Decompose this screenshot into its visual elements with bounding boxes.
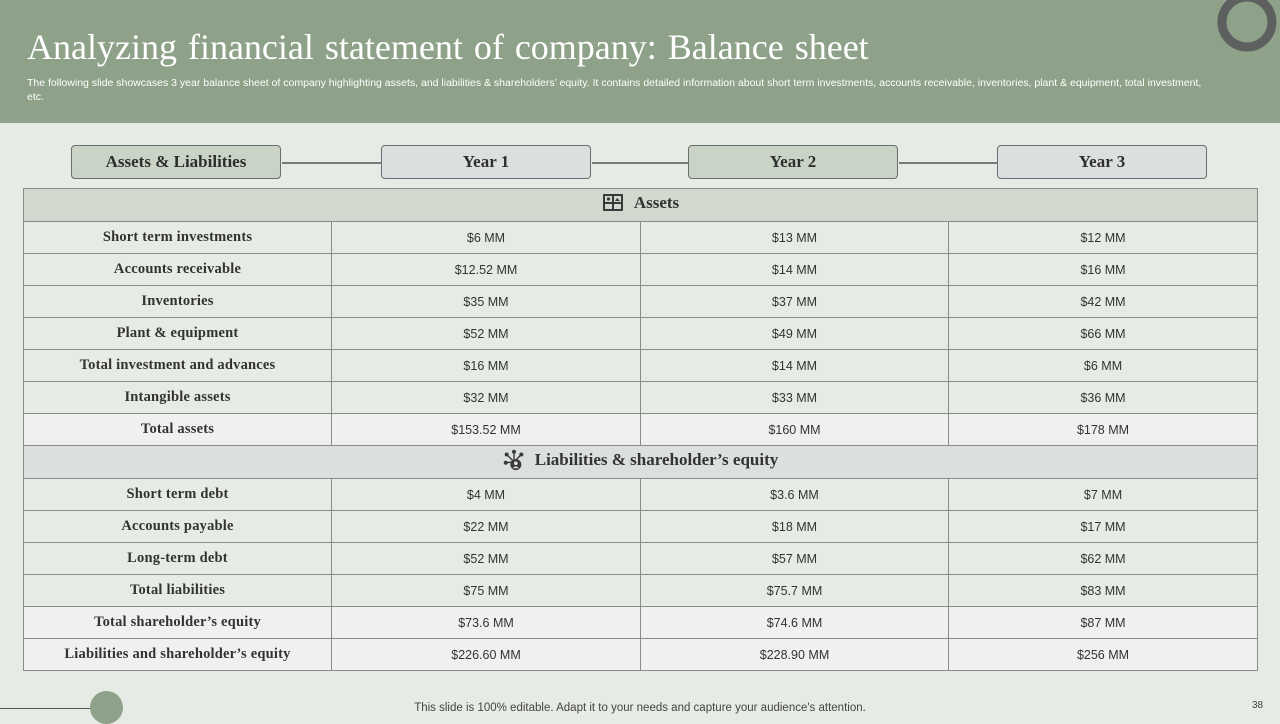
decorative-ring-icon: [1215, 0, 1279, 54]
cell-year-1: $73.6 MM: [332, 607, 641, 639]
section-header-assets: [24, 189, 1258, 222]
row-label: Plant & equipment: [24, 318, 332, 350]
cell-year-1: $52 MM: [332, 543, 641, 575]
cell-year-2: $160 MM: [641, 414, 949, 446]
cell-year-3: $66 MM: [949, 318, 1258, 350]
cell-year-3: $62 MM: [949, 543, 1258, 575]
cell-year-2: $3.6 MM: [641, 479, 949, 511]
cell-year-2: $37 MM: [641, 286, 949, 318]
pill-connector: [282, 162, 382, 164]
row-label: Total liabilities: [24, 575, 332, 607]
cell-year-3: $17 MM: [949, 511, 1258, 543]
column-header-assets-liabilities: Assets & Liabilities: [71, 145, 281, 179]
table-row: [24, 254, 1258, 286]
cell-year-1: $32 MM: [332, 382, 641, 414]
row-label: Total assets: [24, 414, 332, 446]
cell-year-1: $35 MM: [332, 286, 641, 318]
column-header-year-1: Year 1: [381, 145, 591, 179]
table-row: [24, 286, 1258, 318]
row-label: Accounts receivable: [24, 254, 332, 286]
cell-year-3: $7 MM: [949, 479, 1258, 511]
table-row: [24, 543, 1258, 575]
table-row: [24, 479, 1258, 511]
assets-icon: [602, 192, 624, 214]
cell-year-3: $83 MM: [949, 575, 1258, 607]
cell-year-3: $87 MM: [949, 607, 1258, 639]
cell-year-1: $52 MM: [332, 318, 641, 350]
cell-year-3: $6 MM: [949, 350, 1258, 382]
cell-year-2: $14 MM: [641, 350, 949, 382]
row-label: Short term debt: [24, 479, 332, 511]
table-row: [24, 575, 1258, 607]
cell-year-2: $14 MM: [641, 254, 949, 286]
cell-year-1: $6 MM: [332, 222, 641, 254]
cell-year-3: $16 MM: [949, 254, 1258, 286]
cell-year-3: $12 MM: [949, 222, 1258, 254]
header-band: [0, 0, 1280, 123]
network-user-icon: [503, 449, 525, 471]
page-number: 38: [1252, 700, 1264, 711]
section-title-assets: Assets: [633, 192, 680, 212]
pill-connector: [592, 162, 689, 164]
cell-year-3: $256 MM: [949, 639, 1258, 671]
cell-year-1: $16 MM: [332, 350, 641, 382]
cell-year-2: $13 MM: [641, 222, 949, 254]
balance-sheet-table: [23, 188, 1258, 671]
row-label: Total shareholder’s equity: [24, 607, 332, 639]
page-title: Analyzing financial statement of company: Balance sheet: [27, 27, 869, 67]
cell-year-2: $33 MM: [641, 382, 949, 414]
total-row: [24, 414, 1258, 446]
cell-year-1: $22 MM: [332, 511, 641, 543]
page-subtitle: The following slide showcases 3 year balance sheet of company highlighting assets, and liabilities & shareholders’ equity. It contains detailed information about short term investments, accounts receivable, inventories, plant & equipment, total investment, etc.: [27, 77, 1202, 103]
table-row: [24, 607, 1258, 639]
cell-year-1: $4 MM: [332, 479, 641, 511]
table-row: [24, 350, 1258, 382]
cell-year-2: $49 MM: [641, 318, 949, 350]
cell-year-3: $178 MM: [949, 414, 1258, 446]
cell-year-3: $42 MM: [949, 286, 1258, 318]
row-label: Short term investments: [24, 222, 332, 254]
cell-year-1: $12.52 MM: [332, 254, 641, 286]
row-label: Intangible assets: [24, 382, 332, 414]
cell-year-1: $153.52 MM: [332, 414, 641, 446]
cell-year-2: $74.6 MM: [641, 607, 949, 639]
row-label: Long-term debt: [24, 543, 332, 575]
column-header-year-3: Year 3: [997, 145, 1207, 179]
footer-note: This slide is 100% editable. Adapt it to your needs and capture your audience's attention.: [414, 702, 866, 714]
cell-year-2: $18 MM: [641, 511, 949, 543]
row-label: Inventories: [24, 286, 332, 318]
total-row: [24, 639, 1258, 671]
cell-year-1: $226.60 MM: [332, 639, 641, 671]
section-header-liabilities: [24, 446, 1258, 479]
cell-year-2: $75.7 MM: [641, 575, 949, 607]
pill-connector: [899, 162, 998, 164]
section-title-liabilities: Liabilities & shareholder’s equity: [534, 449, 779, 469]
row-label: Liabilities and shareholder’s equity: [24, 639, 332, 671]
row-label: Total investment and advances: [24, 350, 332, 382]
cell-year-2: $228.90 MM: [641, 639, 949, 671]
table-row: [24, 511, 1258, 543]
table-row: [24, 222, 1258, 254]
column-header-year-2: Year 2: [688, 145, 898, 179]
cell-year-2: $57 MM: [641, 543, 949, 575]
table-row: [24, 382, 1258, 414]
cell-year-1: $75 MM: [332, 575, 641, 607]
row-label: Accounts payable: [24, 511, 332, 543]
cell-year-3: $36 MM: [949, 382, 1258, 414]
table-row: [24, 318, 1258, 350]
